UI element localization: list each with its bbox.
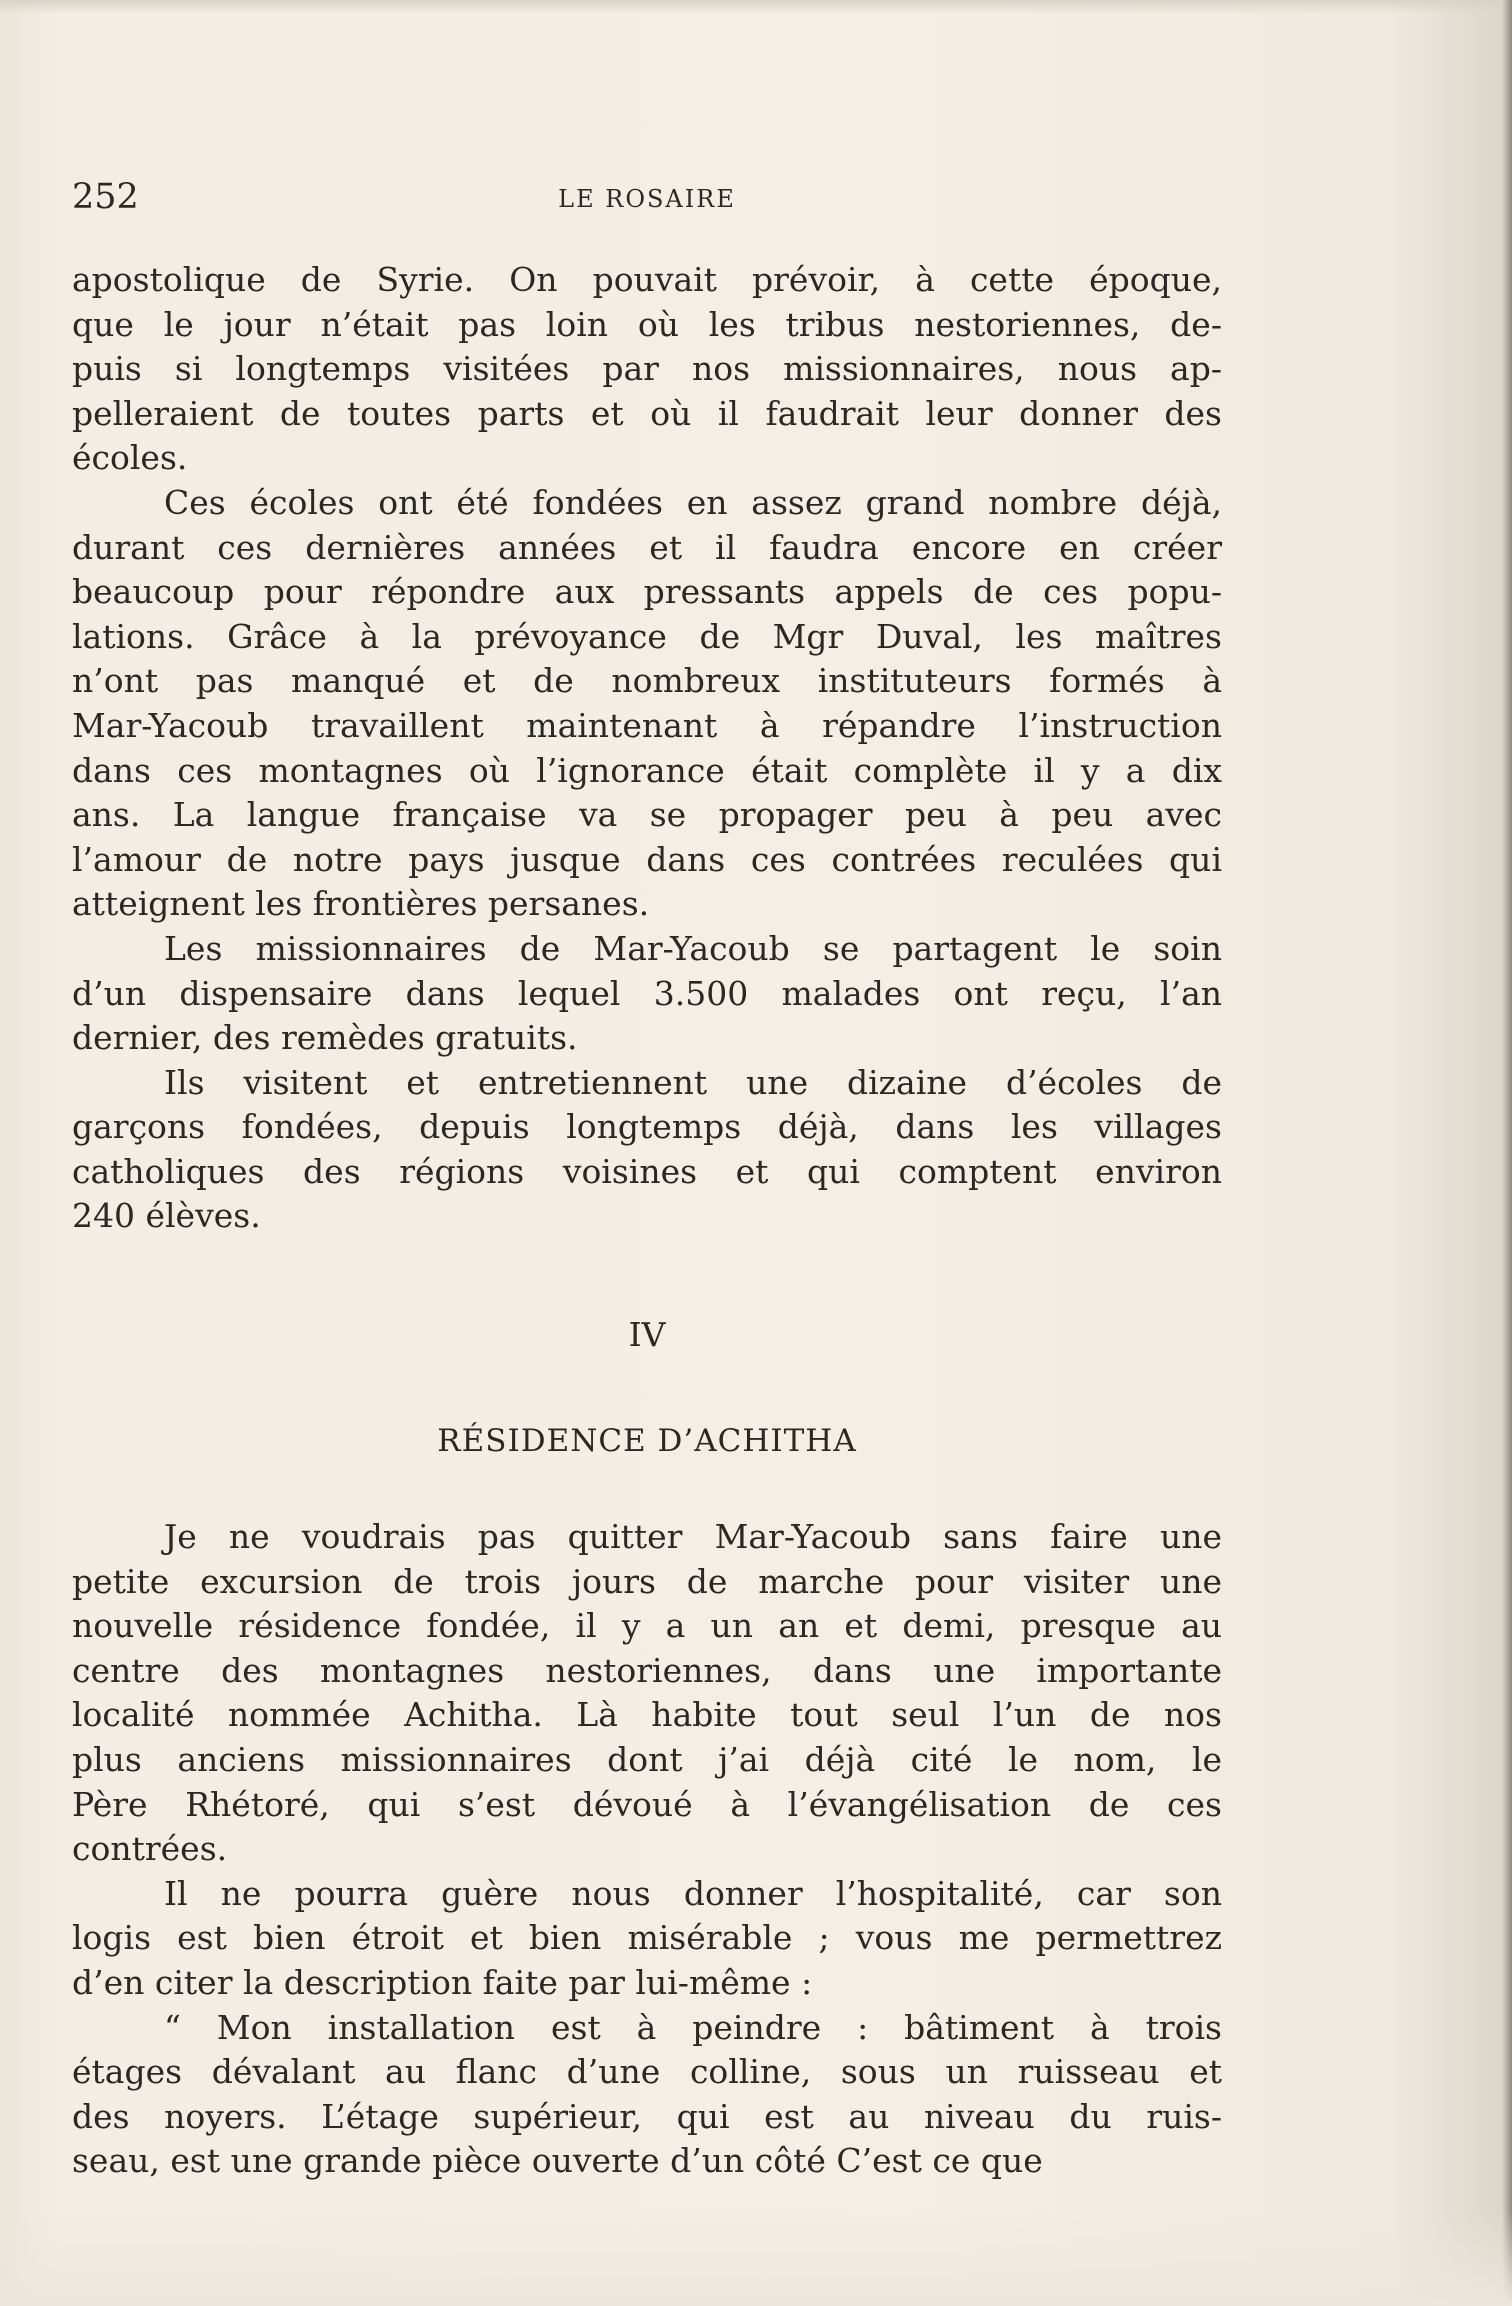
text-block-bottom	[72, 1515, 1222, 2184]
text-line: apostolique de Syrie. On pouvait prévoir, à cette époque,	[72, 260, 1222, 299]
text-line: logis est bien étroit et bien misérable ; vous me permettrez	[72, 1918, 1222, 1958]
text-line: Je ne voudrais pas quitter Mar-Yacoub sans faire une	[164, 1517, 1222, 1557]
text-line: seau, est une grande pièce ouverte d’un côté C’est ce que	[72, 2141, 1043, 2181]
text-line: dans ces montagnes où l’ignorance était complète il y a dix	[72, 750, 1222, 790]
paragraph	[72, 1515, 1222, 1872]
text-line: contrées.	[72, 1829, 228, 1869]
text-line: Il ne pourra guère nous donner l’hospitalité, car son	[164, 1873, 1222, 1913]
text-line: étages dévalant au flanc d’une colline, sous un ruisseau et	[72, 2052, 1222, 2092]
text-line: localité nommée Achitha. Là habite tout seul l’un de nos	[72, 1695, 1222, 1735]
text-line: n’ont pas manqué et de nombreux instituteurs formés à	[72, 661, 1222, 701]
text-line: durant ces dernières années et il faudra encore en créer	[72, 527, 1222, 567]
paragraph	[72, 1061, 1222, 1239]
text-line: “ Mon installation est à peindre : bâtiment à trois	[164, 2007, 1222, 2047]
paragraph	[72, 1872, 1222, 2006]
text-line: Ces écoles ont été fondées en assez grand nombre déjà,	[164, 482, 1222, 522]
page-right-shadow	[1502, 0, 1512, 2306]
text-line: d’en citer la description faite par lui-même :	[72, 1963, 813, 2002]
text-line: beaucoup pour répondre aux pressants appels de ces popu-	[72, 572, 1222, 612]
page-number: 252	[72, 177, 139, 217]
text-line: pelleraient de toutes parts et où il faudrait leur donner des	[72, 393, 1222, 433]
text-line: lations. Grâce à la prévoyance de Mgr Duval, les maîtres	[72, 616, 1222, 656]
text-line: Mar-Yacoub travaillent maintenant à répandre l’instruction	[72, 705, 1222, 745]
text-line: atteignent les frontières persanes.	[72, 884, 650, 924]
paragraph	[72, 258, 1222, 481]
text-line: des noyers. L’étage supérieur, qui est au niveau du ruis-	[72, 2096, 1222, 2136]
text-line: Les missionnaires de Mar-Yacoub se partagent le soin	[164, 928, 1222, 968]
text-line: nouvelle résidence fondée, il y a un an et demi, presque au	[72, 1606, 1222, 1646]
text-line: puis si longtemps visitées par nos missionnaires, nous ap-	[72, 349, 1222, 389]
text-line: 240 élèves.	[72, 1196, 261, 1236]
text-line: centre des montagnes nestoriennes, dans une importante	[72, 1650, 1222, 1690]
text-line: catholiques des régions voisines et qui comptent environ	[72, 1151, 1222, 1191]
section-number: IV	[628, 1315, 666, 1355]
text-line: dernier, des remèdes gratuits.	[72, 1018, 578, 1058]
text-line: garçons fondées, depuis longtemps déjà, dans les villages	[72, 1107, 1222, 1147]
text-line: ans. La langue française va se propager peu à peu avec	[72, 795, 1222, 835]
text-line: d’un dispensaire dans lequel 3.500 malades ont reçu, l’an	[72, 973, 1222, 1013]
paragraph	[72, 927, 1222, 1061]
page-bottom-tone	[0, 2210, 1512, 2306]
text-line: l’amour de notre pays jusque dans ces contrées reculées qui	[72, 839, 1222, 879]
page-header	[72, 172, 1222, 222]
page-top-shadow	[0, 0, 1512, 14]
text-block-top	[72, 258, 1222, 1239]
text-line: écoles.	[72, 438, 188, 478]
running-head: LE ROSAIRE	[558, 185, 736, 213]
text-line: Ils visitent et entretiennent une dizaine d’écoles de	[164, 1062, 1222, 1102]
paragraph	[72, 481, 1222, 927]
section-spacer	[72, 1469, 1222, 1515]
text-line: petite excursion de trois jours de marche pour visiter une	[72, 1561, 1222, 1601]
page-body	[72, 258, 1222, 2184]
paragraph	[72, 2006, 1222, 2184]
text-line: que le jour n’était pas loin où les tribus nestoriennes, de-	[72, 304, 1222, 344]
section-title: RÉSIDENCE D’ACHITHA	[437, 1423, 857, 1460]
text-line: plus anciens missionnaires dont j’ai déjà cité le nom, le	[72, 1740, 1222, 1780]
text-line: Père Rhétoré, qui s’est dévoué à l’évangélisation de ces	[72, 1784, 1222, 1824]
